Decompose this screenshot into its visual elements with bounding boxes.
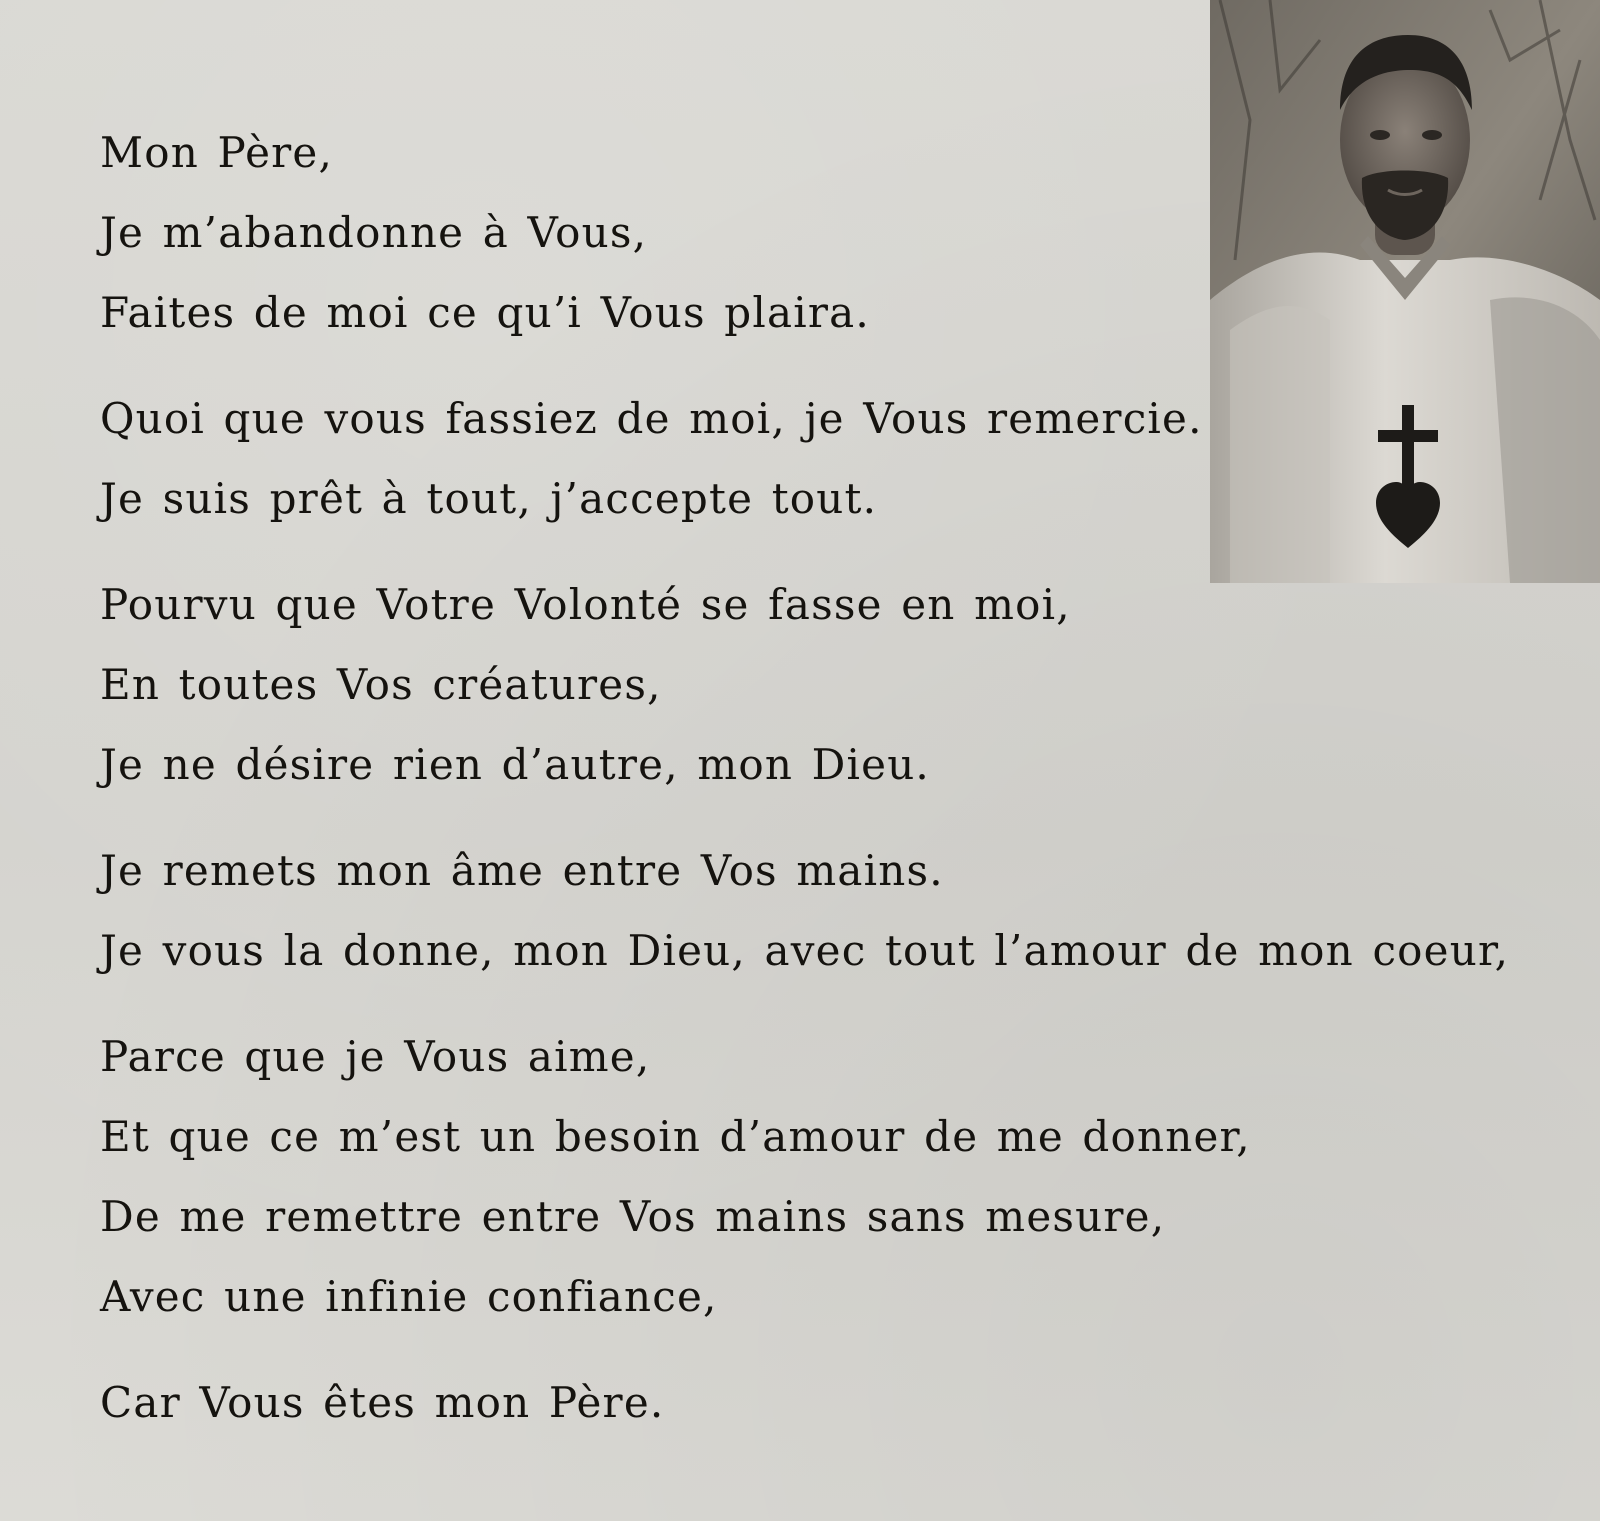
- prayer-line: Je ne désire rien d’autre, mon Dieu.: [100, 740, 930, 789]
- prayer-line: Avec une infinie confiance,: [100, 1272, 718, 1321]
- stanza-gap: [100, 805, 1590, 831]
- prayer-line: De me remettre entre Vos mains sans mesure,: [100, 1192, 1166, 1241]
- prayer-line: Je vous la donne, mon Dieu, avec tout l’amour de mon coeur,: [100, 926, 1510, 975]
- stanza-gap: [100, 1337, 1590, 1363]
- prayer-line: Je remets mon âme entre Vos mains.: [100, 846, 944, 895]
- prayer-line: Pourvu que Votre Volonté se fasse en moi,: [100, 580, 1071, 629]
- prayer-line: Faites de moi ce qu’i Vous plaira.: [100, 288, 870, 337]
- prayer-line: Je suis prêt à tout, j’accepte tout.: [100, 474, 878, 523]
- prayer-line: En toutes Vos créatures,: [100, 660, 662, 709]
- prayer-line: Parce que je Vous aime,: [100, 1032, 651, 1081]
- stanza-gap: [100, 991, 1590, 1017]
- prayer-line: Et que ce m’est un besoin d’amour de me donner,: [100, 1112, 1251, 1161]
- portrait-illustration: [1210, 0, 1600, 583]
- prayer-line: Car Vous êtes mon Père.: [100, 1378, 665, 1427]
- portrait-photo: [1210, 0, 1600, 583]
- prayer-line: Je m’abandonne à Vous,: [100, 208, 648, 257]
- prayer-line: Mon Père,: [100, 128, 334, 177]
- prayer-line: Quoi que vous fassiez de moi, je Vous remercie.: [100, 394, 1203, 443]
